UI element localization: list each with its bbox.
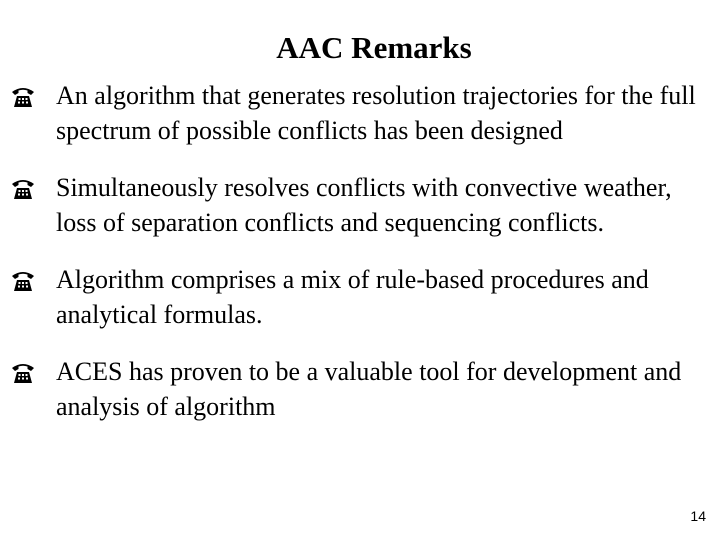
bullet-text: ACES has proven to be a valuable tool for development and analysis of algorithm (56, 357, 682, 421)
bullet-item (10, 78, 712, 148)
telephone-icon (10, 267, 36, 293)
bullet-item (10, 354, 712, 424)
bullet-text: Simultaneously resolves conflicts with convective weather, loss of separation conflicts and sequencing conflicts. (56, 173, 672, 237)
bullet-item (10, 170, 712, 240)
telephone-icon (10, 175, 36, 201)
bullet-text: Algorithm comprises a mix of rule-based procedures and analytical formulas. (56, 265, 649, 329)
bullet-item (10, 262, 712, 332)
page-number: 14 (690, 508, 706, 524)
bullet-list (10, 78, 712, 446)
slide-title: AAC Remarks (276, 30, 472, 65)
bullet-text: An algorithm that generates resolution trajectories for the full spectrum of possible conflicts has been designed (56, 81, 696, 145)
telephone-icon (10, 359, 36, 385)
telephone-icon (10, 83, 36, 109)
